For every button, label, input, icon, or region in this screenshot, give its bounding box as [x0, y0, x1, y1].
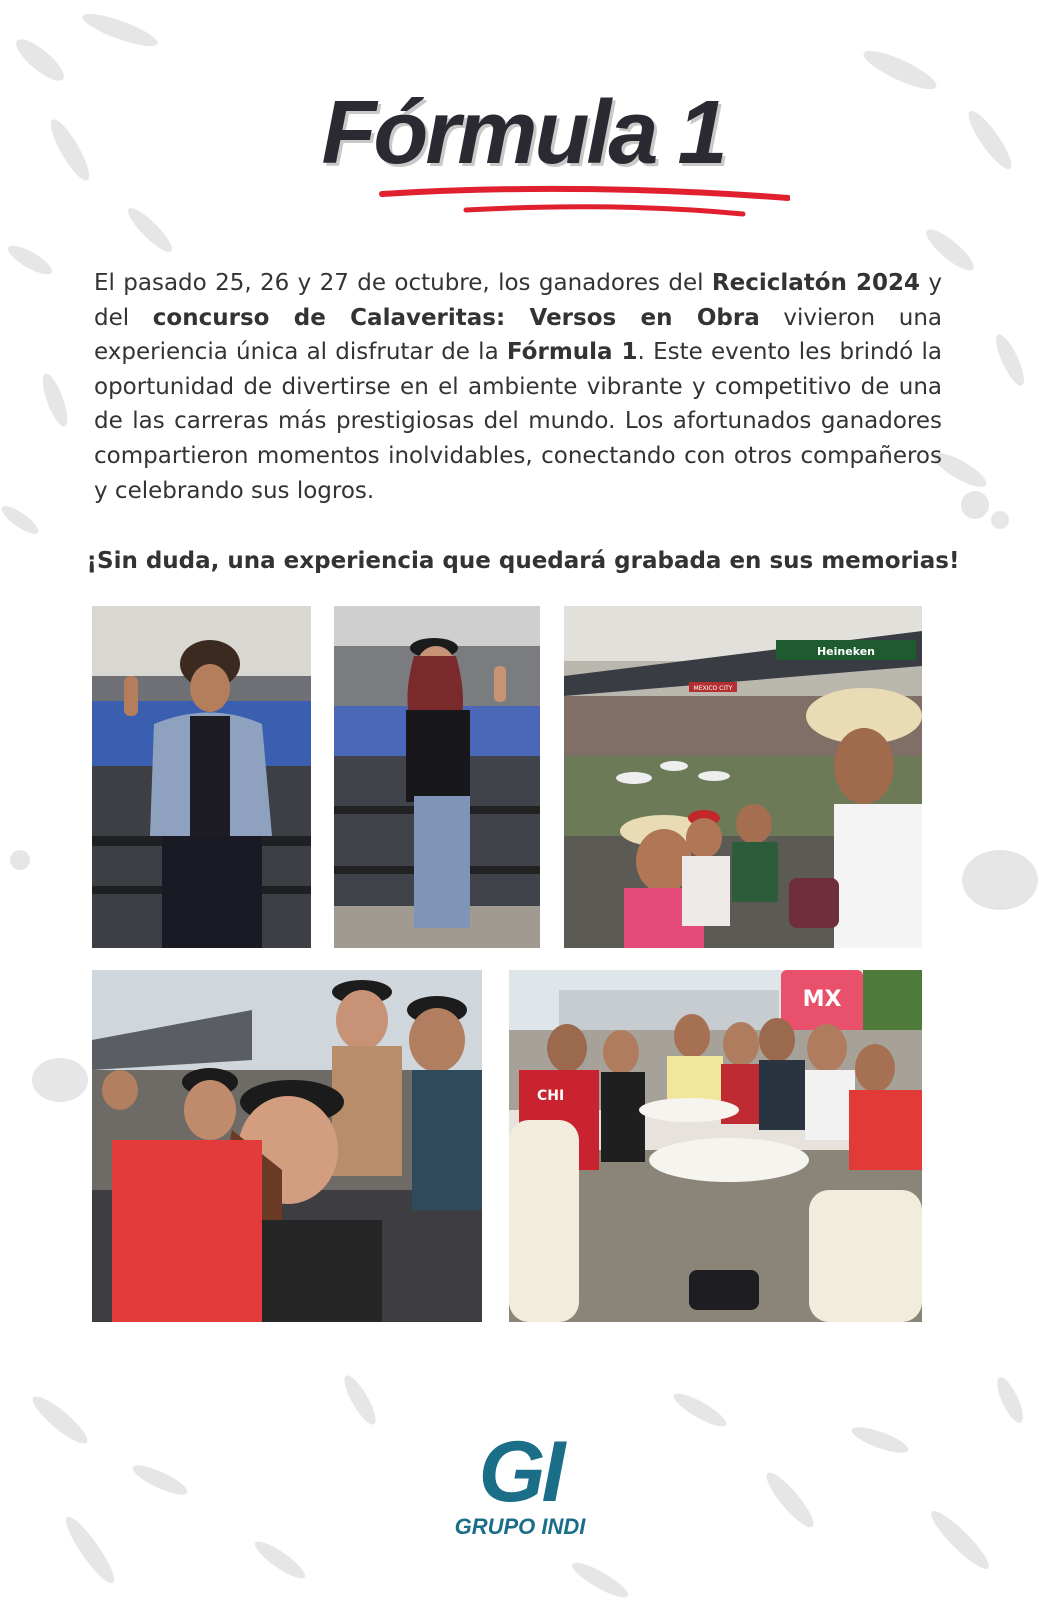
- title-underline-decoration: [378, 180, 790, 220]
- jersey-text: CHI: [537, 1088, 565, 1104]
- logo-mark: GI: [478, 1424, 562, 1520]
- tagline: ¡Sin duda, una experiencia que quedará grabada en sus memorias!: [86, 548, 960, 574]
- intro-bold-reciclaton: Reciclatón 2024: [711, 270, 921, 296]
- photo-woman-with-cap: [334, 606, 540, 948]
- intro-text-3: vivieron una experiencia única al disfrutar de la: [94, 304, 942, 366]
- intro-text-4: . Este evento les brindó la oportunidad de divertirse en el ambiente vibrante y competitivo de una de las carreras más prestigiosas del mundo. Los afortunados ganadores compartieron momentos inolvidables, conectando con otros compañeros y celebrando sus logros.: [94, 339, 942, 504]
- photo-group-at-tables: [509, 970, 922, 1322]
- photo-stadium-group-selfie: [564, 606, 922, 948]
- booth-sign: MX: [802, 987, 842, 1012]
- intro-bold-concurso: concurso de Calaveritas: Versos en Obra: [152, 304, 760, 331]
- intro-text-1: El pasado 25, 26 y 27 de octubre, los ganadores del: [94, 270, 712, 296]
- intro-text-2: y del: [94, 270, 942, 331]
- intro-bold-formula: Fórmula 1: [506, 339, 638, 366]
- track-sign: MEXICO CITY: [693, 685, 733, 692]
- stadium-sign-heineken: Heineken: [816, 645, 876, 658]
- photo-man-peace-sign: [92, 606, 311, 948]
- intro-paragraph: [94, 266, 942, 508]
- page-title: Fórmula 1: [321, 83, 725, 183]
- photo-friends-stands-selfie: [92, 970, 482, 1322]
- logo-name: GRUPO INDI: [454, 1514, 586, 1539]
- grupo-indi-logo: [420, 1424, 620, 1540]
